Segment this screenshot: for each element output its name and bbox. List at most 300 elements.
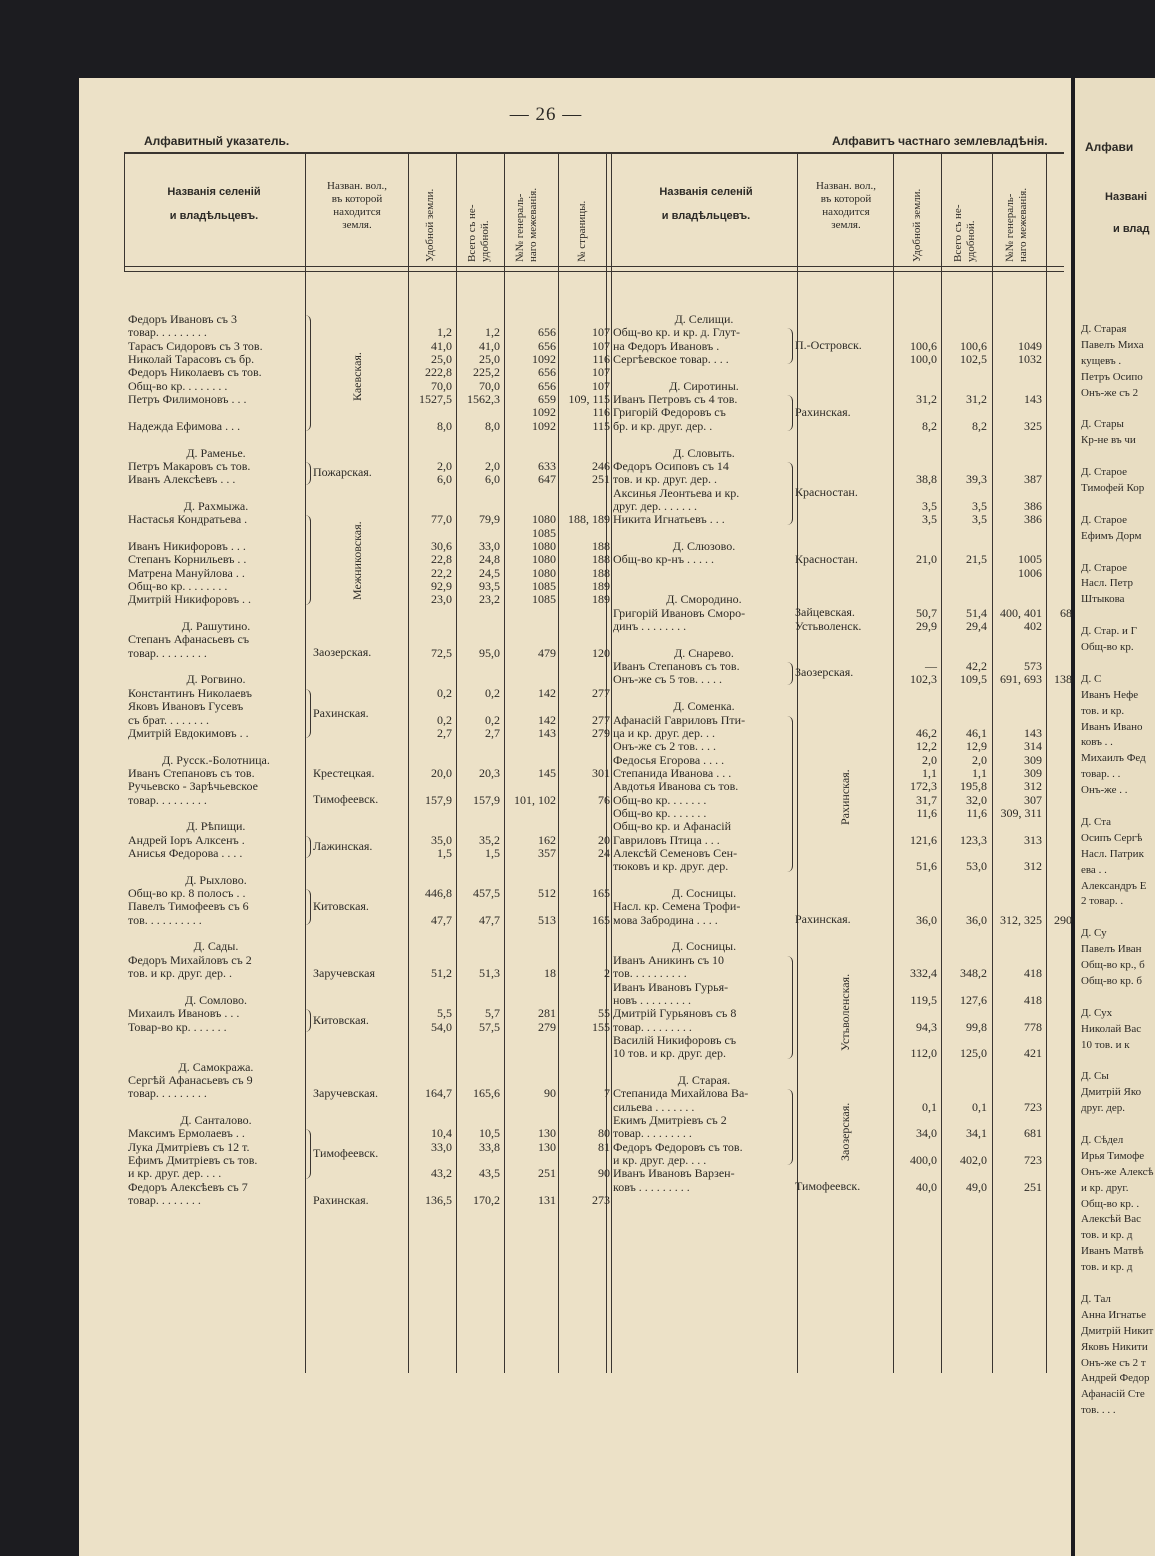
page-ref: 116 [592, 352, 610, 367]
survey-number: 312 [1024, 779, 1042, 794]
total-land-value: 1,1 [972, 765, 987, 780]
next-page-entry: Афанасій Сте [1081, 1388, 1145, 1401]
survey-number: 418 [1024, 992, 1042, 1007]
total-land-value: 5,7 [485, 1006, 500, 1021]
page-ref: 20 [598, 832, 610, 847]
page-ref: 90 [598, 1166, 610, 1181]
survey-number: 386 [1024, 512, 1042, 527]
usable-land-value: 0,2 [437, 685, 452, 700]
col-name-head [124, 180, 304, 228]
owner-entry: тов. . . . . . . . . . [128, 913, 202, 927]
usable-land-value: 36,0 [916, 912, 937, 927]
next-page-entry: тов. и кр. д [1081, 1229, 1133, 1242]
volost-name: Крестецкая. [313, 765, 375, 780]
survey-number: 387 [1024, 472, 1042, 487]
group-brace [305, 1129, 311, 1178]
total-land-value: 2,0 [972, 752, 987, 767]
survey-number: 131 [538, 1193, 556, 1208]
survey-number: 681 [1024, 1126, 1042, 1141]
col-total-r1: Всего съ не- [952, 204, 964, 262]
owner-entry: Петръ Филимоновъ . . . [128, 393, 247, 407]
volost-name: Пожарская. [313, 465, 372, 480]
total-land-value: 102,5 [960, 352, 987, 367]
owner-entry: тов. и кр. друг. дер. . [613, 473, 717, 487]
village-heading: Д. Селищи. [674, 312, 734, 326]
next-page-entry: Общ-во кр. б [1081, 974, 1142, 987]
next-page-entry: Д. Старая [1081, 323, 1127, 335]
next-page-entry: Андрей Федор [1081, 1372, 1150, 1385]
owner-entry: Григорій Федоровъ съ [613, 406, 726, 420]
next-page-entry: Онъ-же Алексѣ [1081, 1165, 1154, 1178]
usable-land-value: 446,8 [425, 886, 452, 901]
owner-entry: динъ . . . . . . . . [613, 620, 687, 634]
owner-entry: на Федоръ Ивановъ . [613, 339, 720, 353]
usable-land-value: 12,2 [916, 739, 937, 754]
usable-land-value: 47,7 [431, 912, 452, 927]
usable-land-value: 40,0 [916, 1179, 937, 1194]
volost-name: Красностан. [795, 551, 858, 566]
next-page-entry: Павелъ Миха [1081, 338, 1144, 351]
total-land-value: 53,0 [966, 859, 987, 874]
usable-land-value: 77,0 [431, 512, 452, 527]
next-page-col-name2: и влад [1113, 223, 1150, 235]
total-land-value: 31,2 [966, 392, 987, 407]
total-land-value: 100,6 [960, 338, 987, 353]
survey-number: 723 [1024, 1099, 1042, 1114]
next-page-entry: 2 товар. . [1081, 895, 1124, 908]
next-page-entry: тов. и кр. д [1081, 1261, 1133, 1274]
page-ref: 68 [1060, 605, 1072, 620]
col-volost-r1: Назван. вол., [816, 180, 876, 192]
usable-land-value: 22,8 [431, 552, 452, 567]
total-land-value: 46,1 [966, 725, 987, 740]
owner-entry: Максимъ Ермолаевъ . . [128, 1127, 245, 1141]
survey-number: 1085 [532, 592, 556, 607]
next-page-entry: Д. Сы [1081, 1070, 1109, 1083]
total-land-value: 34,1 [966, 1126, 987, 1141]
survey-number: 659 [538, 392, 556, 407]
total-land-value: 33,8 [479, 1139, 500, 1154]
next-page-entry: Д. Тал [1081, 1292, 1111, 1305]
owner-entry: ца и кр. друг. дер. . . [613, 726, 715, 740]
total-land-value: 42,2 [966, 659, 987, 674]
group-brace [305, 515, 311, 604]
volost-name: Заозерская. [795, 665, 854, 680]
usable-land-value: 54,0 [431, 1019, 452, 1034]
owner-entry: Общ-во кр. . . . . . . . [128, 379, 228, 393]
usable-land-value: 21,0 [916, 552, 937, 567]
next-page-entry: Осипъ Сергѣ [1081, 831, 1143, 844]
usable-land-value: 136,5 [425, 1193, 452, 1208]
usable-land-value: 3,5 [922, 512, 937, 527]
owner-entry: Товар-во кр. . . . . . . [128, 1020, 227, 1034]
owner-entry: товар. . . . . . . . . [128, 1087, 207, 1101]
village-heading: Д. Снарево. [674, 645, 734, 660]
next-page-entry: друг. дер. [1081, 1102, 1125, 1115]
owner-entry: Матрена Мануйлова . . [128, 566, 245, 580]
village-heading: Д. Рыхлово. [185, 872, 247, 887]
total-land-value: 33,0 [479, 538, 500, 553]
total-land-value: 123,3 [960, 832, 987, 847]
survey-number: 143 [1024, 725, 1042, 740]
owner-entry: Степанида Михайлова Ва- [613, 1087, 749, 1101]
page-ref: 2 [604, 966, 610, 981]
running-head-left: Алфавитный указатель. [144, 134, 290, 148]
total-land-value: 0,2 [485, 685, 500, 700]
survey-number: 314 [1024, 739, 1042, 754]
page-ref: 115 [592, 418, 610, 433]
next-page-entry: Онъ-же . . [1081, 784, 1128, 797]
next-page-entry: тов. . . . [1081, 1404, 1116, 1417]
col-volost-head [308, 180, 406, 232]
village-heading: Д. Соменка. [673, 699, 735, 714]
owner-entry: Анисья Федорова . . . . [128, 847, 243, 860]
volost-name: Рахинская. [795, 912, 851, 927]
survey-number: 1080 [532, 565, 556, 580]
col-volost-l4: земля. [342, 219, 372, 231]
usable-land-value: 157,9 [425, 792, 452, 807]
usable-land-value: 0,1 [922, 1099, 937, 1114]
survey-number: 691, 693 [1000, 672, 1042, 687]
total-land-value: 127,6 [960, 992, 987, 1007]
next-page-entry: ковъ . . [1081, 736, 1113, 749]
col-name-head-right [618, 180, 794, 228]
survey-number: 1080 [532, 538, 556, 553]
owner-entry: Дмитрій Гурьяновъ съ 8 [613, 1007, 737, 1021]
owner-entry: Онъ-же съ 2 тов. . . . [613, 740, 717, 754]
usable-land-value: 100,6 [910, 338, 937, 353]
group-brace [305, 889, 311, 925]
page-ref: 107 [592, 378, 610, 393]
survey-number: 778 [1024, 1019, 1042, 1034]
total-land-value: 39,3 [966, 472, 987, 487]
next-page-entry: Д. Ста [1081, 815, 1112, 828]
usable-land-value: 100,0 [910, 352, 937, 367]
total-land-value: 3,5 [972, 498, 987, 513]
next-page-entry: Дмитрій Никит [1081, 1324, 1154, 1337]
volost-name: Каевская. [350, 352, 364, 401]
owner-entry: Федоръ Осиповъ съ 14 [613, 459, 729, 473]
page-ref: 107 [592, 338, 610, 353]
next-page-entry: Д. Сух [1081, 1006, 1113, 1019]
group-brace [787, 328, 793, 364]
col-total-l1: Всего съ не- [466, 204, 478, 262]
survey-number: 1085 [532, 525, 556, 540]
usable-land-value: — [925, 659, 937, 674]
owner-entry: Афанасій Гавриловъ Пти- [613, 713, 746, 727]
owner-entry: Сергѣевское товар. . . . [613, 353, 729, 367]
owner-entry: Общ-во кр. . . . . . . [613, 793, 707, 807]
village-heading: Д. Рогвино. [186, 672, 246, 687]
usable-land-value: 29,9 [916, 619, 937, 634]
volost-name: Заручевская. [313, 1085, 378, 1100]
usable-land-value: 41,0 [431, 338, 452, 353]
page-ref: 189 [592, 579, 610, 593]
usable-land-value: 102,3 [910, 672, 937, 687]
village-heading: Д. Русск.-Болотница. [162, 752, 270, 767]
next-page-entry: Кр-не въ чи [1081, 434, 1136, 447]
next-page-entry: Общ-во кр. [1081, 641, 1134, 653]
running-head-right: Алфавитъ частнаго землевладѣнія. [832, 134, 1048, 148]
usable-land-value: 92,9 [431, 579, 452, 593]
survey-number: 513 [538, 912, 556, 927]
total-land-value: 225,2 [473, 365, 500, 380]
col-pages-head: № страницы. [576, 200, 588, 262]
village-heading: Д. Старая. [677, 1072, 731, 1087]
survey-number: 656 [538, 365, 556, 380]
total-land-value: 93,5 [479, 579, 500, 593]
usable-land-value: 70,0 [431, 378, 452, 393]
page-ref: 107 [592, 365, 610, 380]
owner-entry: Иванъ Аникинъ съ 10 [613, 953, 725, 967]
next-page-entry: Николай Вас [1081, 1022, 1142, 1035]
survey-number: 143 [538, 725, 556, 740]
total-land-value: 109,5 [960, 672, 987, 687]
survey-number: 162 [538, 832, 556, 847]
owner-entry: Павелъ Тимофеевъ съ 6 [128, 900, 249, 914]
total-land-value: 0,1 [972, 1099, 987, 1114]
owner-entry: и кр. друг. дер. . . . [128, 1167, 222, 1181]
owner-entry: Настасья Кондратьева . [128, 513, 248, 527]
usable-land-value: 35,0 [431, 832, 452, 847]
owner-entry: Федоръ Федоровъ съ тов. [613, 1140, 743, 1154]
total-land-value: 157,9 [473, 792, 500, 807]
owner-entry: Онъ-же съ 5 тов. . . . . [613, 673, 723, 687]
volost-name: П.-Островск. [795, 338, 862, 353]
total-land-value: 457,5 [473, 886, 500, 901]
survey-number: 723 [1024, 1153, 1042, 1168]
page-ref: 277 [592, 712, 610, 727]
owner-entry: Иванъ Алексѣевъ . . . [128, 473, 236, 487]
survey-number: 142 [538, 712, 556, 727]
usable-land-value: 1527,5 [419, 392, 452, 407]
total-land-value: 51,3 [479, 966, 500, 981]
owner-entry: Иванъ Петровъ съ 4 тов. [613, 393, 738, 407]
next-page-entry: 10 тов. и к [1081, 1038, 1130, 1051]
survey-number: 479 [538, 645, 556, 660]
survey-number: 400, 401 [1000, 605, 1042, 620]
total-land-value: 79,9 [479, 512, 500, 527]
next-page-entry: Штыкова [1081, 593, 1125, 606]
village-heading: Д. Сосницы. [671, 939, 737, 954]
survey-number: 130 [538, 1126, 556, 1141]
total-land-value: 36,0 [966, 912, 987, 927]
group-brace [787, 956, 793, 1059]
next-page-entry: Д. Старое [1081, 561, 1128, 574]
total-land-value: 1562,3 [467, 392, 500, 407]
usable-land-value: 11,6 [916, 805, 937, 820]
volost-name: Рахинская. [313, 1192, 369, 1207]
usable-land-value: 23,0 [431, 592, 452, 607]
page-ref: 279 [592, 725, 610, 740]
owner-entry: Степанида Иванова . . . [613, 766, 732, 780]
total-land-value: 21,5 [966, 552, 987, 567]
total-land-value: 3,5 [972, 512, 987, 527]
next-page-entry: Анна Игнатье [1081, 1308, 1146, 1321]
volost-name: Зайцевская. [795, 605, 855, 620]
usable-land-value: 31,7 [916, 792, 937, 807]
page-ref: 165 [592, 912, 610, 927]
owner-entry: Федоръ Михайловъ съ 2 [128, 953, 252, 967]
survey-number: 307 [1024, 792, 1042, 807]
col-total-head-right [952, 205, 978, 262]
next-page-entry: Д. Старое [1081, 513, 1128, 526]
volost-name: Рахинская. [838, 768, 852, 825]
owner-entry: Общ-во кр. . . . . . . . [128, 580, 228, 593]
col-survey-r2: наго межеванія. [1017, 187, 1029, 262]
usable-land-value: 72,5 [431, 645, 452, 660]
survey-number: 325 [1024, 418, 1042, 433]
total-land-value: 51,4 [966, 605, 987, 620]
next-page-entry: ева . . [1081, 863, 1107, 876]
usable-land-value: 51,2 [431, 966, 452, 981]
page-ref: 165 [592, 886, 610, 901]
owner-entry: Общ-во кр. и Афанасій [613, 820, 731, 834]
survey-number: 656 [538, 378, 556, 393]
village-heading: Д. Самокража. [178, 1059, 254, 1074]
usable-land-value: 164,7 [425, 1086, 452, 1101]
volost-name: Устьволенск. [795, 618, 862, 633]
owner-entry: друг. дер. . . . . . . [613, 499, 697, 513]
page-ref: 155 [592, 1019, 610, 1034]
survey-number: 279 [538, 1019, 556, 1034]
next-page-entry: и кр. друг. [1081, 1181, 1129, 1194]
group-brace [787, 662, 793, 685]
owner-entry: сильева . . . . . . . [613, 1100, 695, 1114]
volost-name: Заручевская [313, 965, 375, 980]
next-page-running-head: Алфави [1085, 140, 1134, 154]
village-heading: Д. Рѣпищи. [186, 819, 246, 834]
total-land-value: 2,7 [485, 725, 500, 740]
total-land-value: 49,0 [966, 1179, 987, 1194]
usable-land-value: 43,2 [431, 1166, 452, 1181]
group-brace [305, 315, 311, 431]
usable-land-value: 3,5 [922, 498, 937, 513]
owner-entry: товар. . . . . . . . . [128, 646, 207, 660]
col-volost-l1: Назван. вол., [327, 180, 387, 192]
survey-number: 656 [538, 325, 556, 340]
owner-entry: Федосья Егорова . . . . [613, 753, 725, 767]
page-ref: 273 [592, 1193, 610, 1208]
usable-land-value: 400,0 [910, 1153, 937, 1168]
owner-entry: мова Забродина . . . . [613, 913, 718, 927]
owner-entry: съ брат. . . . . . . . [128, 713, 209, 727]
next-page-entry: Александръ Е [1081, 879, 1147, 892]
next-page-entry: Общ-во кр., б [1081, 959, 1145, 971]
usable-land-value: 2,0 [922, 752, 937, 767]
village-heading: Д. Сады. [193, 939, 239, 954]
table-top-rule [124, 152, 1064, 154]
next-page-entry: Иванъ Матвѣ [1081, 1245, 1144, 1258]
owner-entry: Надежда Ефимова . . . [128, 419, 241, 433]
col-name-line2: и владѣльцевъ. [169, 210, 259, 222]
usable-land-value: 20,0 [431, 765, 452, 780]
owner-entry: тюковъ и кр. друг. дер. [613, 860, 729, 874]
next-page-entry: Д. Стар. и Г [1081, 625, 1138, 638]
owner-entry: товар. . . . . . . . . [613, 1127, 692, 1141]
col-volost-r2: въ которой [820, 193, 872, 205]
page-ref: 251 [592, 472, 610, 487]
owner-entry: Никита Игнатьевъ . . . [613, 513, 725, 527]
usable-land-value: 0,2 [437, 712, 452, 727]
next-page-entry: Насл. Петр [1081, 577, 1133, 590]
col-survey-head-right [1004, 188, 1030, 262]
group-brace [787, 395, 793, 431]
col-total-r2: удобной. [965, 220, 977, 262]
owner-entry: новъ . . . . . . . . . [613, 993, 691, 1007]
next-page-entry: Дмитрій Яко [1081, 1086, 1142, 1099]
total-land-value: 47,7 [479, 912, 500, 927]
survey-number: 1080 [532, 512, 556, 527]
owner-entry: Общ-во кр. и кр. д. Глут- [613, 326, 741, 340]
usable-land-value: 1,1 [922, 765, 937, 780]
col-volost-r3: находится [822, 206, 870, 218]
total-land-value: 23,2 [479, 592, 500, 607]
owner-entry: Яковъ Ивановъ Гусевъ [128, 700, 244, 714]
page-ref: 290 [1054, 912, 1072, 927]
survey-number: 142 [538, 685, 556, 700]
owner-entry: Михаилъ Ивановъ . . . [128, 1007, 240, 1021]
survey-number: 402 [1024, 619, 1042, 634]
volost-name: Устьволенская. [838, 973, 852, 1051]
usable-land-value: 34,0 [916, 1126, 937, 1141]
page-ref: 138 [1054, 672, 1072, 687]
usable-land-value: 222,8 [425, 365, 452, 380]
survey-number: 101, 102 [514, 792, 556, 807]
next-page-entry: Иванъ Нефе [1081, 688, 1139, 701]
volost-name: Красностан. [795, 485, 858, 500]
survey-number: 1049 [1018, 338, 1042, 353]
table-header-rule-2 [124, 271, 1064, 272]
survey-number: 573 [1024, 659, 1042, 674]
column-rule-12 [1046, 153, 1047, 1373]
village-heading: Д. Санталово. [180, 1113, 252, 1127]
survey-number: 18 [544, 966, 556, 981]
survey-number: 1085 [532, 579, 556, 593]
usable-land-value: 172,3 [910, 779, 937, 794]
survey-number: 309, 311 [1000, 805, 1042, 820]
col-volost-r4: земля. [831, 219, 861, 231]
village-heading: Д. Сиротины. [669, 378, 739, 393]
total-land-value: 1,5 [485, 846, 500, 860]
village-heading: Д. Рашутино. [181, 619, 251, 634]
page-ref: 55 [598, 1006, 610, 1021]
survey-number: 251 [1024, 1179, 1042, 1194]
volost-name: Заозерская. [313, 645, 372, 660]
page-ref: 24 [598, 846, 610, 860]
next-page-entry: Тимофей Кор [1081, 482, 1145, 494]
total-land-value: 95,0 [479, 645, 500, 660]
owner-entry: Тарасъ Сидоровъ съ 3 тов. [128, 339, 263, 353]
owner-entry: Дмитрій Никифоровъ . . [128, 593, 252, 607]
total-land-value: 170,2 [473, 1193, 500, 1208]
owner-entry: товар. . . . . . . . . [613, 1020, 692, 1034]
survey-number: 1092 [532, 352, 556, 367]
survey-number: 251 [538, 1166, 556, 1181]
page-ref: 246 [592, 458, 610, 473]
owner-entry: Константинъ Николаевъ [128, 686, 252, 700]
usable-land-value: 112,0 [910, 1046, 937, 1061]
next-page-entry: Д. С [1081, 672, 1102, 685]
page-ref: 76 [598, 792, 610, 807]
col-name-right-l2: и владѣльцевъ. [661, 210, 751, 222]
usable-land-value: 5,5 [437, 1006, 452, 1021]
page-ref: 107 [592, 325, 610, 340]
page-ref: 7 [604, 1086, 610, 1101]
next-page-entry: Яковъ Никити [1081, 1340, 1148, 1353]
next-page-entry: кущевъ . [1081, 354, 1122, 367]
owner-entry: Общ-во кр. . . . . . . [613, 806, 707, 820]
